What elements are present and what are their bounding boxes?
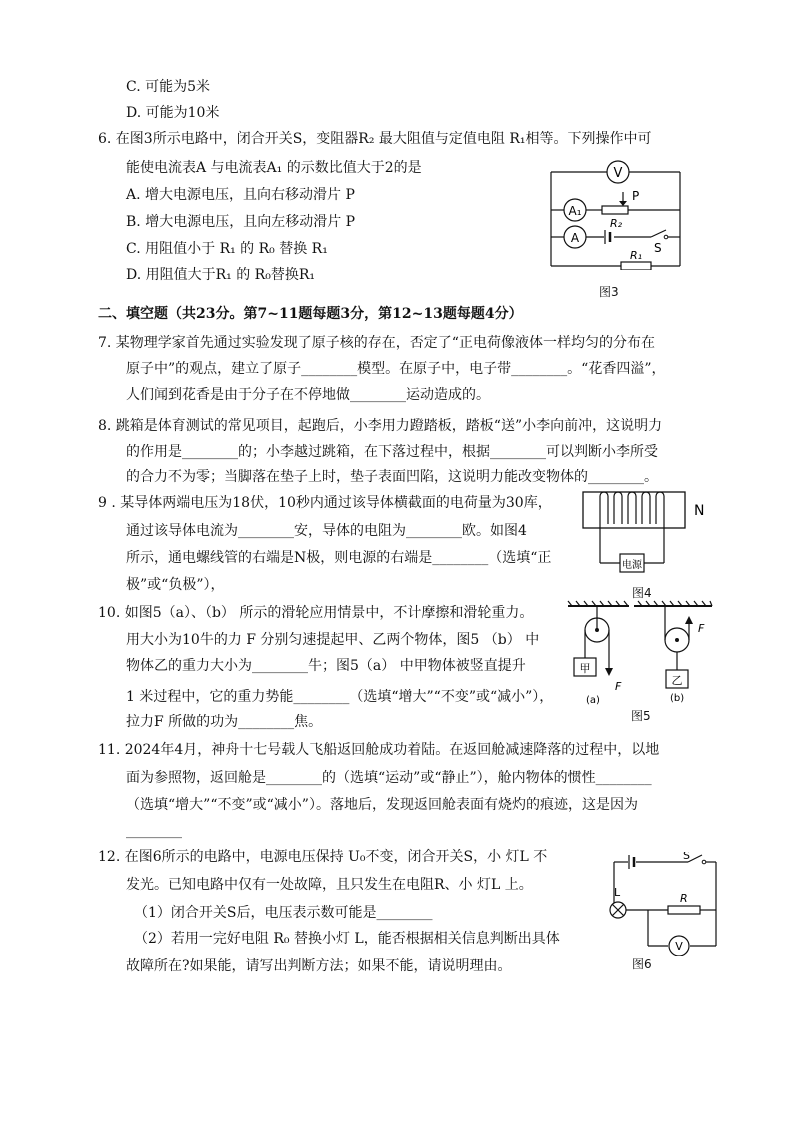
q9-line2: 通过该导体电流为________安，导体的电阻为________欧。如图4 (126, 523, 527, 539)
q10-line1: 10. 如图5（a）、（b） 所示的滑轮应用情景中，不计摩擦和滑轮重力。 (98, 605, 534, 621)
force-f-a-label: F (615, 680, 622, 693)
figure-3-caption: 图3 (599, 285, 619, 299)
r1-label: R₁ (630, 249, 643, 262)
q12-line1: 12. 在图6所示的电路中，电源电压保持 U₀不变，闭合开关S，小 灯L 不 (98, 849, 548, 865)
power-source-label: 电源 (622, 560, 642, 571)
object-yi-label: 乙 (671, 674, 683, 687)
q7-line1: 7. 某物理学家首先通过实验发现了原子核的存在，否定了“正电荷像液体一样均匀的分布在 (98, 335, 655, 351)
slider-p-label: P (632, 189, 640, 203)
q10-line2: 用大小为10牛的力 F 分别匀速提起甲、乙两个物体，图5 （b） 中 (126, 632, 540, 648)
q12-sub2-line1: （2）若用一完好电阻 R₀ 替换小灯 L，能否根据相关信息判断出具体 (134, 931, 560, 947)
q9-line1: 9 . 某导体两端电压为18伏，10秒内通过该导体横截面的电荷量为30库， (98, 495, 552, 511)
switch-s-label: S (654, 241, 662, 255)
q10-line3: 物体乙的重力大小为________牛；图5（a） 中甲物体被竖直提升 (126, 658, 526, 674)
q5-option-c: C. 可能为5米 (126, 79, 211, 95)
ammeter-a1-label: A₁ (568, 204, 582, 218)
q8-line3: 的合力不为零；当脚落在垫子上时，垫子表面凹陷，这说明力能改变物体的________。 (126, 469, 658, 485)
lamp-l-label: L (614, 886, 621, 899)
resistor-r-label: R (680, 892, 688, 905)
q11-line4: ________ (126, 823, 182, 839)
section-2-title: 二、填空题（共23分。第7~11题每题3分，第12~13题每题4分） (98, 306, 523, 322)
q8-line2: 的作用是________的；小李越过跳箱，在下落过程中，根据________可以判断小李所受 (126, 444, 658, 460)
q7-line3: 人们闻到花香是由于分子在不停地做________运动造成的。 (126, 387, 490, 403)
subfig-a-label: (a) (586, 695, 600, 706)
q9-line4: 极”或“负极”）， (126, 577, 225, 593)
figure-6-caption: 图6 (632, 957, 652, 971)
q11-line1: 11. 2024年4月，神舟十七号载人飞船返回舱成功着陆。在返回舱减速降落的过程中，以地 (98, 742, 660, 758)
q6-stem-line2: 能使电流表A 与电流表A₁ 的示数比值大于2的是 (126, 160, 422, 176)
q6-option-d: D. 用阻值大于R₁ 的 R₀替换R₁ (126, 267, 315, 283)
q6-stem-line1: 6. 在图3所示电路中，闭合开关S，变阻器R₂ 最大阻值与定值电阻 R₁相等。下列操作中可 (98, 131, 652, 147)
object-jia-label: 甲 (579, 662, 591, 675)
q6-option-c: C. 用阻值小于 R₁ 的 R₀ 替换 R₁ (126, 241, 328, 257)
q6-option-b: B. 增大电源电压，且向左移动滑片 P (126, 214, 356, 230)
figure-3-circuit (548, 160, 683, 270)
figure-4-solenoid (578, 488, 713, 584)
voltmeter-label: V (613, 166, 623, 181)
figure-5-caption: 图5 (631, 709, 651, 723)
q7-line2: 原子中”的观点，建立了原子________模型。在原子中，电子带________。“花香四溢”， (126, 361, 666, 377)
figure-5-pulleys (564, 600, 714, 710)
switch-s-label: S (683, 852, 690, 862)
q11-line2: 面为参照物，返回舱是________的（选填“运动”或“静止”），舱内物体的惯性________ (126, 770, 652, 786)
q5-option-d: D. 可能为10米 (126, 105, 220, 121)
q12-sub2-line2: 故障所在?如果能，请写出判断方法；如果不能，请说明理由。 (126, 958, 512, 974)
q10-line5: 拉力F 所做的功为________焦。 (126, 714, 323, 730)
figure-4-caption: 图4 (632, 586, 652, 600)
q10-line4: 1 米过程中，它的重力势能________（选填“增大”“不变”或“减小”）， (126, 689, 554, 705)
force-f-b-label: F (698, 622, 705, 635)
q11-line3: （选填“增大”“不变”或“减小”）。落地后，发现返回舱表面有烧灼的痕迹，这是因为 (126, 797, 638, 813)
q12-sub1: （1）闭合开关S后，电压表示数可能是________ (134, 905, 433, 921)
q8-line1: 8. 跳箱是体育测试的常见项目，起跑后，小李用力蹬踏板，踏板“送”小李向前冲，这说明力 (98, 418, 663, 434)
ammeter-a-label: A (570, 231, 580, 245)
q6-option-a: A. 增大电源电压，且向右移动滑片 P (126, 187, 355, 203)
subfig-b-label: (b) (670, 693, 685, 704)
north-pole-label: N (694, 503, 705, 519)
r2-label: R₂ (610, 217, 623, 230)
figure-6-circuit (600, 852, 720, 956)
q12-line2: 发光。已知电路中仅有一处故障，且只发生在电阻R、小 灯L 上。 (126, 877, 533, 893)
q9-line3: 所示，通电螺线管的右端是N极，则电源的右端是________（选填“正 (126, 550, 552, 566)
voltmeter-label: V (675, 940, 683, 953)
